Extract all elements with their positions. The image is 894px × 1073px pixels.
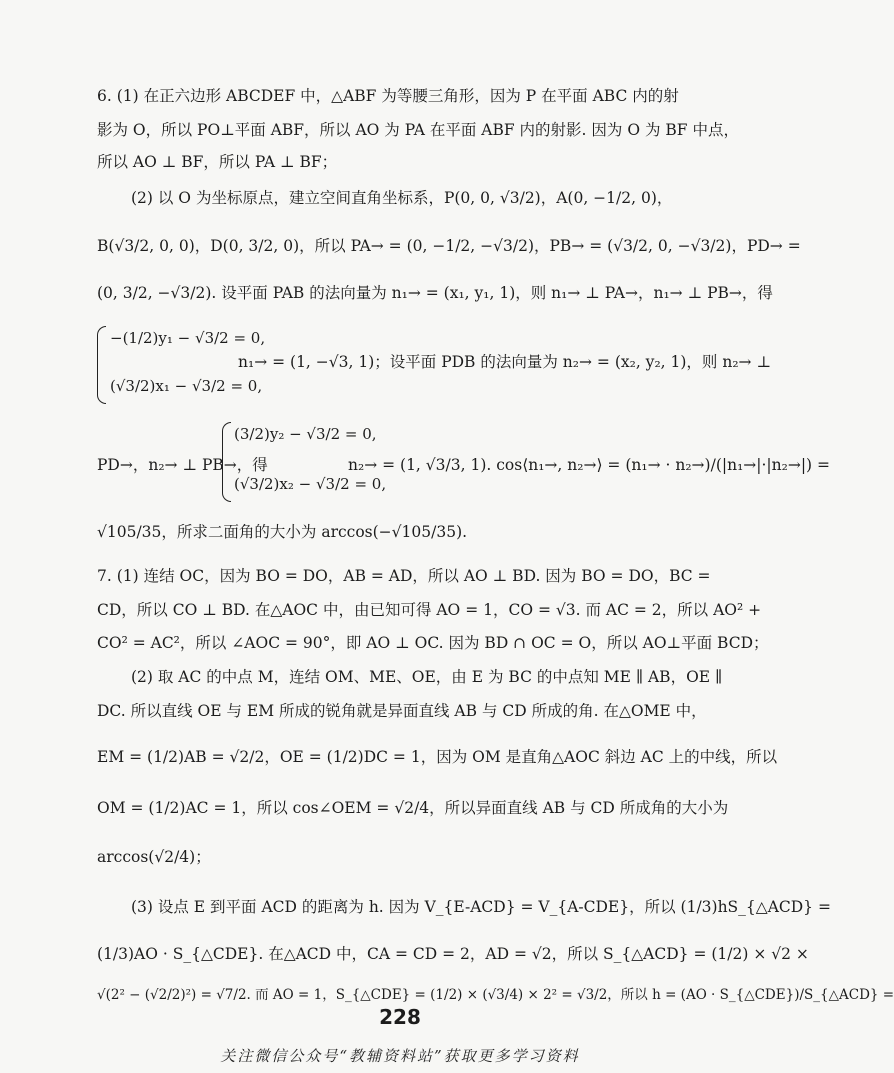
p6-line-9: n₂→ = (1, √3/3, 1). cos⟨n₁→, n₂→⟩ = (n₁→ · n₂→)/(|n₁→|·|n₂→|) = — [348, 456, 831, 474]
p7-line-3: CO² = AC²，所以 ∠AOC = 90°，即 AO ⊥ OC. 因为 BD ∩ OC = O，所以 AO⊥平面 BCD； — [97, 634, 769, 652]
page-number: 228 — [379, 1005, 421, 1029]
p7-line-9: (3) 设点 E 到平面 ACD 的距离为 h. 因为 V_{E-ACD} = V_{A-CDE}，所以 (1/3)hS_{△ACD} = — [131, 898, 831, 916]
system-2-eq-2: (√3/2)x₂ − √3/2 = 0, — [234, 475, 387, 493]
p6-line-3: 所以 AO ⊥ BF，所以 PA ⊥ BF； — [97, 153, 338, 171]
system-2-eq-1: (3/2)y₂ − √3/2 = 0, — [234, 425, 377, 443]
p6-line-1: 6. (1) 在正六边形 ABCDEF 中，△ABF 为等腰三角形，因为 P 在平面 ABC 内的射 — [97, 87, 679, 105]
system-1-eq-1: −(1/2)y₁ − √3/2 = 0, — [110, 329, 266, 347]
p7-line-2: CD，所以 CO ⊥ BD. 在△AOC 中，由已知可得 AO = 1，CO = √3. 而 AC = 2，所以 AO² + — [97, 601, 762, 619]
p6-line-5: B(√3/2, 0, 0)，D(0, 3/2, 0)，所以 PA→ = (0, −1/2, −√3/2)，PB→ = (√3/2, 0, −√3/2)，PD→ = — [97, 237, 801, 255]
p7-line-4: (2) 取 AC 的中点 M，连结 OM、ME、OE，由 E 为 BC 的中点知 ME ∥ AB，OE ∥ — [131, 668, 723, 686]
p7-line-11: √(2² − (√2/2)²) = √7/2. 而 AO = 1，S_{△CDE} = (1/2) × (√3/4) × 2² = √3/2，所以 h = (AO · S_{△CDE})/S_{△ACD} = — [97, 987, 894, 1003]
system-1-eq-2: (√3/2)x₁ − √3/2 = 0, — [110, 377, 263, 395]
system-1-brace — [97, 326, 106, 404]
p7-line-5: DC. 所以直线 OE 与 EM 所成的锐角就是异面直线 AB 与 CD 所成的角. 在△OME 中， — [97, 702, 707, 720]
p7-line-10: (1/3)AO · S_{△CDE}. 在△ACD 中，CA = CD = 2，AD = √2，所以 S_{△ACD} = (1/2) × √2 × — [97, 945, 809, 963]
footer-note: 关注微信公众号“教辅资料站”获取更多学习资料 — [220, 1047, 580, 1065]
p7-line-6: EM = (1/2)AB = √2/2，OE = (1/2)DC = 1，因为 OM 是直角△AOC 斜边 AC 上的中线，所以 — [97, 748, 778, 766]
p7-line-8: arccos(√2/4)； — [97, 848, 211, 866]
p7-line-7: OM = (1/2)AC = 1，所以 cos∠OEM = √2/4，所以异面直线 AB 与 CD 所成角的大小为 — [97, 799, 729, 817]
p6-line-4: (2) 以 O 为坐标原点，建立空间直角坐标系，P(0, 0, √3/2)，A(0, −1/2, 0)， — [131, 189, 673, 207]
system-2-brace — [222, 422, 231, 502]
p6-line-7: n₁→ = (1, −√3, 1)；设平面 PDB 的法向量为 n₂→ = (x₂, y₂, 1)，则 n₂→ ⊥ — [238, 353, 772, 371]
p7-line-1: 7. (1) 连结 OC，因为 BO = DO，AB = AD，所以 AO ⊥ BD. 因为 BO = DO，BC = — [97, 567, 711, 585]
p6-line-2: 影为 O，所以 PO⊥平面 ABF，所以 AO 为 PA 在平面 ABF 内的射影. 因为 O 为 BF 中点， — [97, 121, 739, 139]
p6-line-8: PD→，n₂→ ⊥ PB→，得 — [97, 456, 268, 474]
p6-line-10: √105/35，所求二面角的大小为 arccos(−√105/35). — [97, 523, 468, 541]
p6-line-6: (0, 3/2, −√3/2). 设平面 PAB 的法向量为 n₁→ = (x₁, y₁, 1)，则 n₁→ ⊥ PA→，n₁→ ⊥ PB→，得 — [97, 284, 773, 302]
